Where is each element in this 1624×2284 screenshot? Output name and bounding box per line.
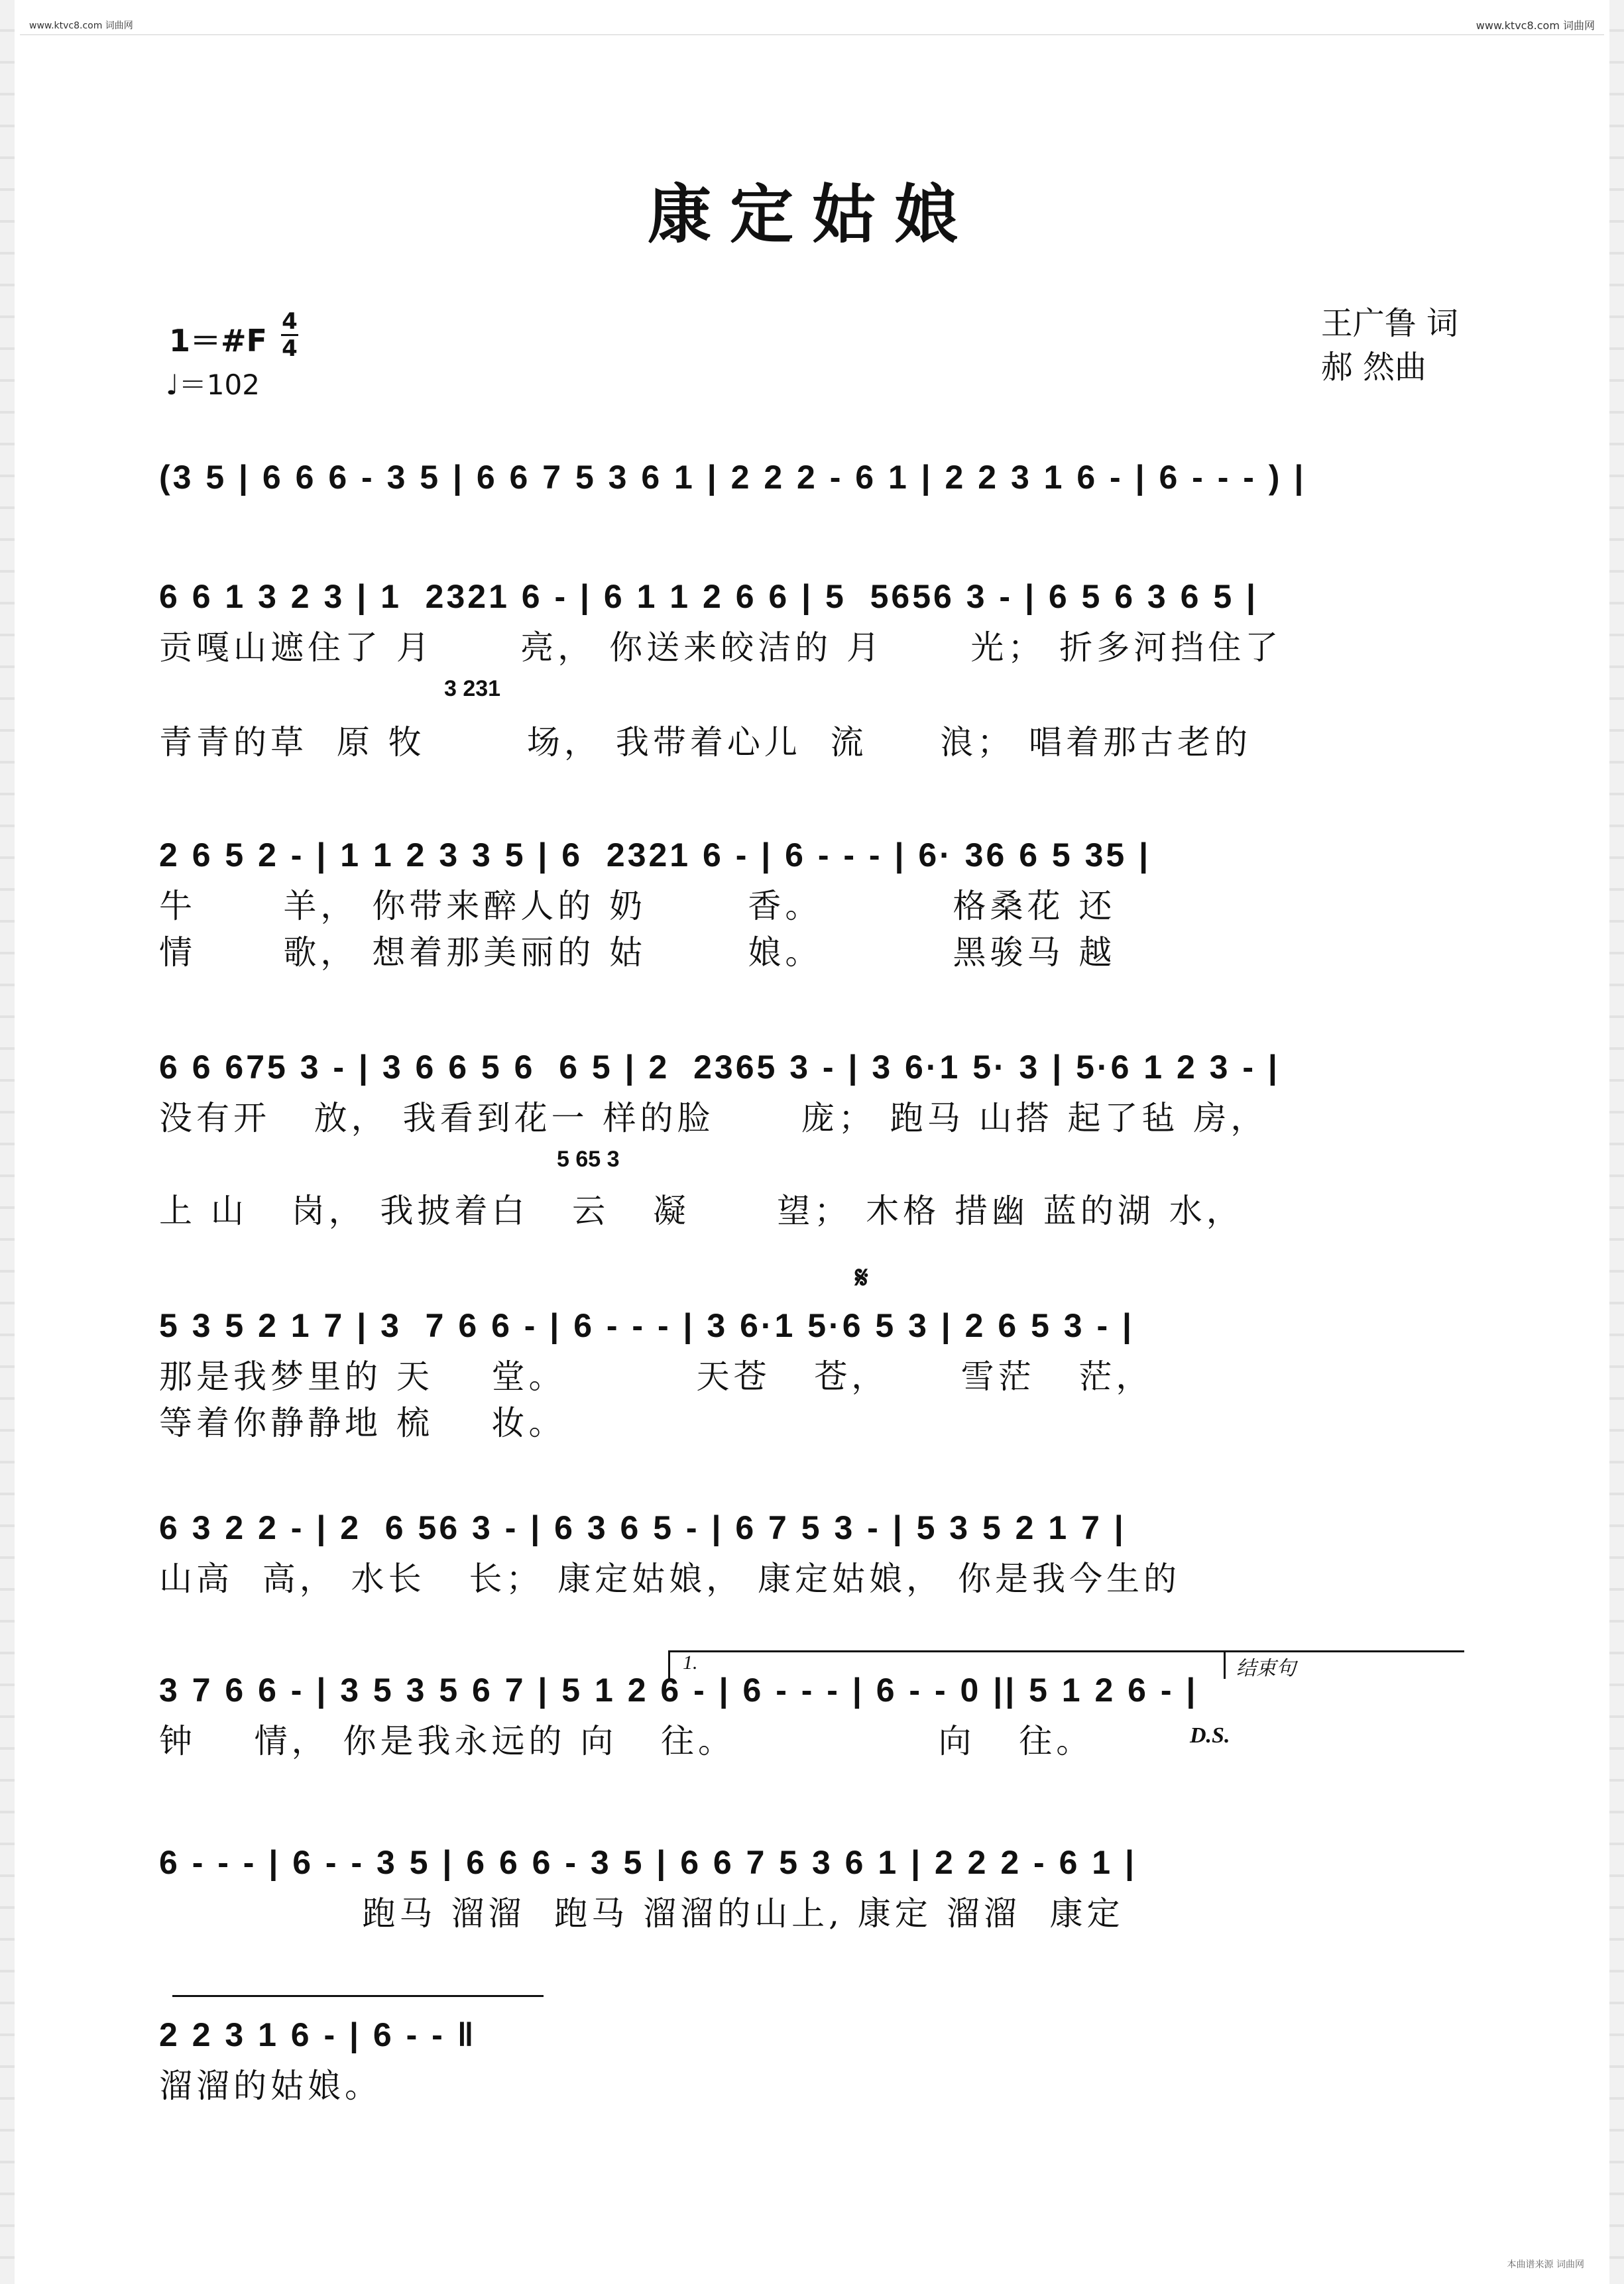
notes-line: 6 - - - | 6 - - 3 5 | 6 6 6 - 3 5 | 6 6 7 5 3 6 1 | 2 2 2 - 6 1 | xyxy=(159,1844,1137,1881)
notes-line: 2 2 3 1 6 - | 6 - - ‖ xyxy=(159,2016,477,2053)
notes-line: 6 6 675 3 - | 3 6 6 5 6 6 5 | 2 2365 3 - | 3 6·1 5· 3 | 5·6 1 2 3 - | xyxy=(159,1049,1280,1086)
lyricist: 王广鲁 词 xyxy=(1320,305,1458,342)
lyric-verse-1: 跑马 溜溜 跑马 溜溜的山上, 康定 溜溜 康定 xyxy=(159,1894,1124,1933)
lyric-verse-1: 没有开 放， 我看到花一 样的脸 庞； 跑马 山搭 起了毡 房， xyxy=(159,1099,1268,1137)
dal-segno-mark: D.S. xyxy=(1190,1723,1230,1748)
volta-1-label: 1. xyxy=(683,1652,698,1674)
alt-notes-annotation: 3 231 xyxy=(444,676,501,701)
notes-line: 3 7 6 6 - | 3 5 3 5 6 7 | 5 1 2 6 - | 6 - - - | 6 - - 0 || 5 1 2 6 - | xyxy=(159,1672,1198,1709)
time-bottom: 4 xyxy=(282,335,298,362)
notes-line: (3 5 | 6 6 6 - 3 5 | 6 6 7 5 3 6 1 | 2 2 2 - 6 1 | 2 2 3 1 6 - | 6 - - - ) | xyxy=(159,459,1306,496)
time-top: 4 xyxy=(282,308,298,335)
lyric-verse-1: 贡嘎山遮住了 月 亮， 你送来皎洁的 月 光； 折多河挡住了 xyxy=(159,628,1283,667)
header-rule xyxy=(20,34,1604,35)
notes-line: 2 6 5 2 - | 1 1 2 3 3 5 | 6 2321 6 - | 6 - - - | 6· 36 6 5 35 | xyxy=(159,836,1151,874)
lyric-verse-2: 上 山 岗， 我披着白 云 凝 望； 木格 措幽 蓝的湖 水， xyxy=(159,1192,1244,1230)
watermark-right: www.ktvc8.com 词曲网 xyxy=(1476,19,1595,32)
lyric-verse-2: 等着你静静地 梳 妆。 xyxy=(159,1404,566,1442)
notes-line: 6 6 1 3 2 3 | 1 2321 6 - | 6 1 1 2 6 6 | 5 5656 3 - | 6 5 6 3 6 5 | xyxy=(159,578,1259,615)
composer: 郝 然曲 xyxy=(1320,349,1426,386)
notes-line: 5 3 5 2 1 7 | 3 7 6 6 - | 6 - - - | 3 6·1 5·6 5 3 | 2 6 5 3 - | xyxy=(159,1307,1135,1344)
right-border-decoration xyxy=(1609,0,1624,2284)
song-title: 康定姑娘 xyxy=(648,177,976,252)
lyric-verse-2: 青青的草 原 牧 场， 我带着心儿 流 浪； 唱着那古老的 xyxy=(159,723,1251,762)
credits xyxy=(1321,302,1458,389)
left-border-decoration xyxy=(0,0,15,2284)
lyric-verse-1: 那是我梦里的 天 堂。 天苍 苍， 雪茫 茫， xyxy=(159,1357,1153,1396)
tempo-marking: ♩＝102 xyxy=(166,369,260,401)
volta-2-label: 结束句 xyxy=(1236,1658,1296,1680)
lyric-verse-1: 溜溜的姑娘。 xyxy=(159,2067,382,2105)
lyric-verse-1: 山高 高， 水长 长； 康定姑娘， 康定姑娘， 你是我今生的 xyxy=(159,1560,1181,1598)
watermark-left: www.ktvc8.com 词曲网 xyxy=(29,21,133,31)
segno-sign: 𝄋 xyxy=(855,1259,868,1295)
notes-line: 6 3 2 2 - | 2 6 56 3 - | 6 3 6 5 - | 6 7 5 3 - | 5 3 5 2 1 7 | xyxy=(159,1509,1126,1546)
footer-source: 本曲谱来源 词曲网 xyxy=(1507,2259,1584,2270)
time-signature xyxy=(281,310,298,360)
lyric-verse-1: 钟 情， 你是我永远的 向 往。 向 往。 xyxy=(159,1722,1094,1760)
key-signature: 1＝#F xyxy=(169,323,267,359)
lyric-verse-2: 情 歌， 想着那美丽的 姑 娘。 黑骏马 越 xyxy=(159,933,1116,972)
lyric-verse-1: 牛 羊， 你带来醉人的 奶 香。 格桑花 还 xyxy=(159,887,1116,925)
alt-notes-annotation: 5 65 3 xyxy=(557,1147,620,1172)
